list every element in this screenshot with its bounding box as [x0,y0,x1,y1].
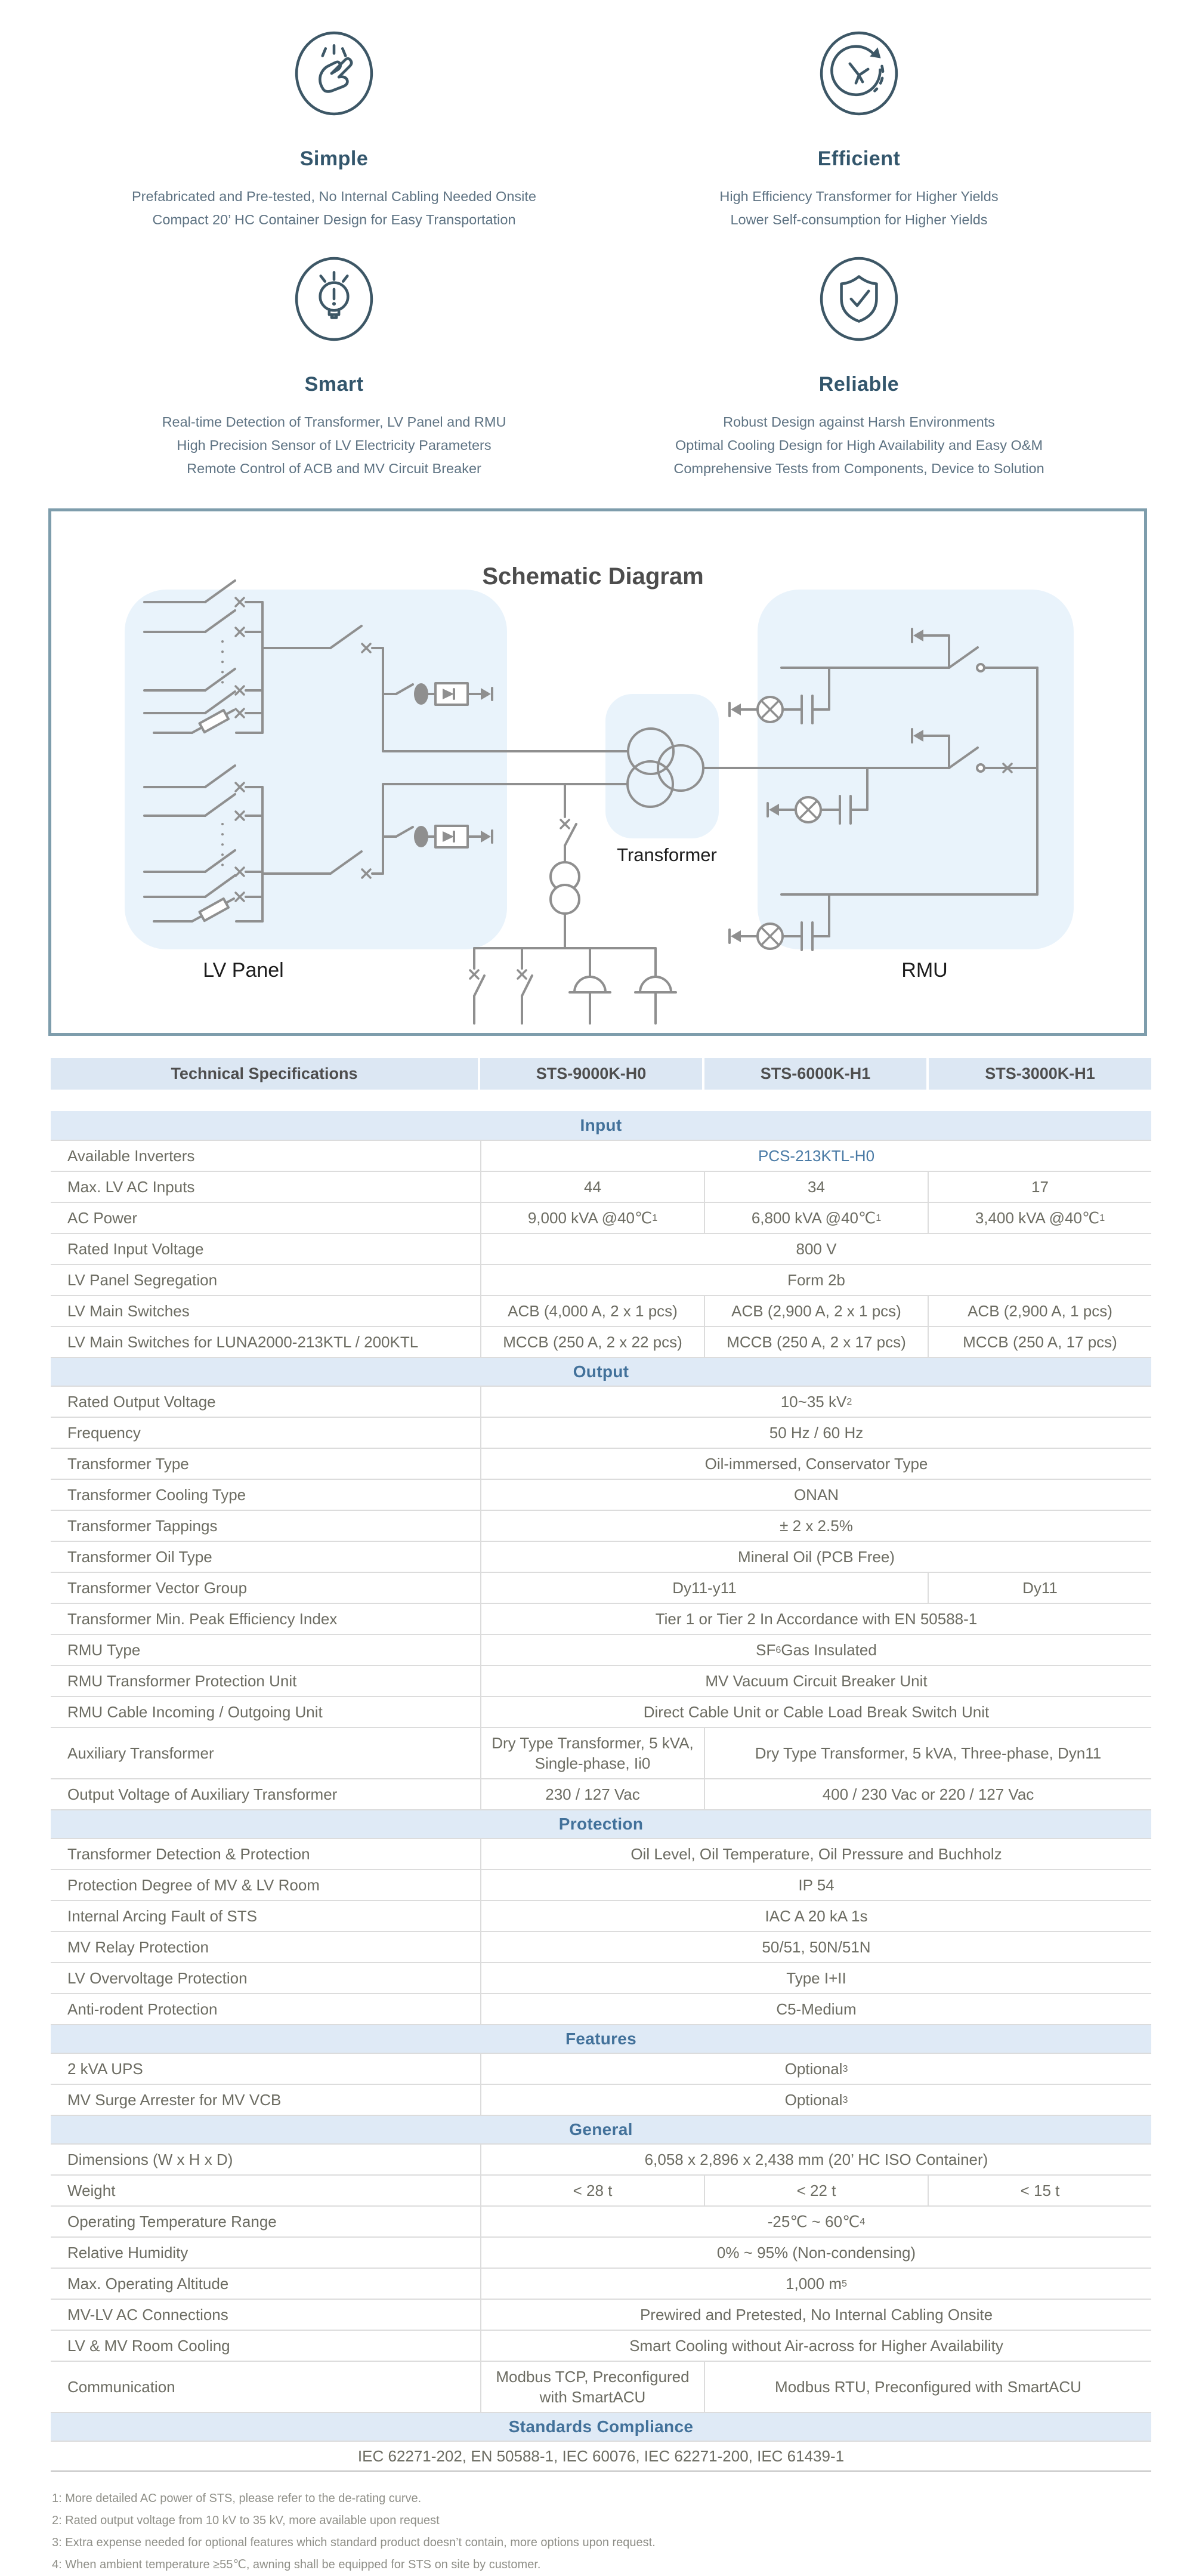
spec-row [51,1417,1151,1448]
spec-label: Transformer Min. Peak Efficiency Index [67,1610,338,1628]
spec-value: 800 V [480,1234,1151,1264]
spec-value: Dy11 [928,1573,1151,1603]
spec-label: RMU Type [67,1641,141,1659]
spec-label: Anti-rodent Protection [67,2000,218,2018]
spec-label: LV Overvoltage Protection [67,1969,248,1987]
feature-simple [72,31,596,232]
feature-reliable [596,257,1121,480]
feature-line: Real-time Detection of Transformer, LV Panel and RMU [162,414,506,430]
spec-table-header [51,1058,1151,1090]
column-header-label: Technical Specifications [51,1058,478,1090]
spec-row [51,1931,1151,1962]
spec-value: 3,400 kVA @40℃ 1 [928,1203,1151,1233]
spec-value: Tier 1 or Tier 2 In Accordance with EN 50588-1 [480,1604,1151,1634]
spec-row [51,1634,1151,1665]
feature-line: High Efficiency Transformer for Higher Yields [719,189,999,204]
column-header-model: STS-3000K-H1 [929,1058,1151,1090]
feature-line: Lower Self-consumption for Higher Yields [730,212,988,227]
schematic-title: Schematic Diagram [482,563,704,590]
spec-label: Rated Input Voltage [67,1240,204,1258]
spec-value: -25℃ ~ 60℃ 4 [480,2207,1151,2236]
spec-value: ACB (2,900 A, 2 x 1 pcs) [704,1296,928,1326]
spec-row [51,1140,1151,1171]
spec-value: Prewired and Pretested, No Internal Cabling Onsite [480,2300,1151,2330]
spec-label: Communication [67,2378,175,2396]
spec-value: Modbus RTU, Preconfigured with SmartACU [704,2362,1151,2412]
spec-value: 50/51, 50N/51N [480,1932,1151,1962]
spec-value: 34 [704,1172,928,1202]
spec-label: Dimensions (W x H x D) [67,2151,233,2168]
footnote-line: 4: When ambient temperature ≥55℃, awning shall be equipped for STS on site by customer. [52,2558,541,2571]
spec-label: RMU Cable Incoming / Outgoing Unit [67,1703,323,1721]
footnote-line: 2: Rated output voltage from 10 kV to 35 kV, more available upon request [52,2514,440,2527]
spec-label: LV Main Switches for LUNA2000-213KTL / 200KTL [67,1333,419,1351]
feature-efficient [596,31,1121,232]
spec-row [51,1479,1151,1510]
spec-row [51,1900,1151,1931]
spec-row [51,2174,1151,2205]
spec-row [51,2205,1151,2236]
spec-value: Optional 3 [480,2054,1151,2084]
spec-value: C5-Medium [480,1994,1151,2024]
spec-value: Type I+II [480,1963,1151,1993]
spec-value: Oil Level, Oil Temperature, Oil Pressure and Buchholz [480,1839,1151,1869]
spec-value: MCCB (250 A, 2 x 17 pcs) [704,1327,928,1357]
spec-value: 17 [928,1172,1151,1202]
feature-line: Remote Control of ACB and MV Circuit Breaker [187,461,481,476]
snap-fingers-icon [292,31,376,116]
feature-title: Reliable [818,373,900,396]
spec-label: Frequency [67,1424,141,1442]
spec-label: Transformer Oil Type [67,1548,212,1566]
spec-label: Max. Operating Altitude [67,2275,229,2293]
section-header: Protection [51,1809,1151,1838]
spec-value: 50 Hz / 60 Hz [480,1418,1151,1448]
spec-value: < 22 t [704,2176,928,2205]
spec-value: 0% ~ 95% (Non-condensing) [480,2238,1151,2268]
section-header: Input [51,1111,1151,1140]
spec-value: < 15 t [928,2176,1151,2205]
spec-row [51,2268,1151,2299]
spec-value: 230 / 127 Vac [480,1779,704,1809]
spec-label: Transformer Tappings [67,1517,218,1535]
single-line-diagram [51,511,1144,1033]
spec-value: 6,058 x 2,896 x 2,438 mm (20’ HC ISO Container) [480,2145,1151,2174]
schematic-diagram-panel [48,508,1147,1036]
feature-title: Efficient [817,147,901,170]
spec-label: Weight [67,2182,116,2199]
spec-label: Max. LV AC Inputs [67,1178,195,1196]
spec-value: 10~35 kV 2 [480,1387,1151,1417]
spec-row [51,1264,1151,1295]
column-header-model: STS-9000K-H0 [480,1058,702,1090]
spec-value: 1,000 m 5 [480,2269,1151,2299]
spec-row [51,1603,1151,1634]
spec-row [51,1869,1151,1900]
spec-value: Mineral Oil (PCB Free) [480,1542,1151,1572]
standards-row: IEC 62271-202, EN 50588-1, IEC 60076, IEC 62271-200, IEC 61439-1 [51,2441,1151,2470]
spec-label: 2 kVA UPS [67,2060,143,2078]
spec-value: Smart Cooling without Air-across for Higher Availability [480,2331,1151,2361]
feature-smart [72,257,596,480]
transformer-label: Transformer [617,844,717,865]
spec-row [51,1510,1151,1541]
rmu-label: RMU [901,959,948,982]
technical-specifications [51,1058,1151,2576]
lv-panel-label: LV Panel [203,959,284,982]
spec-label: Transformer Cooling Type [67,1486,246,1504]
spec-label: LV Main Switches [67,1302,190,1320]
section-header: General [51,2115,1151,2143]
spec-value: 44 [480,1172,704,1202]
spec-value: Oil-immersed, Conservator Type [480,1449,1151,1479]
feature-line: Prefabricated and Pre-tested, No Internal Cabling Needed Onsite [132,189,536,204]
spec-value: MCCB (250 A, 2 x 22 pcs) [480,1327,704,1357]
spec-value: IP 54 [480,1870,1151,1900]
spec-row [51,2053,1151,2084]
spec-label: Internal Arcing Fault of STS [67,1907,257,1925]
spec-row [51,1696,1151,1727]
feature-title: Smart [304,373,364,396]
feature-title: Simple [299,147,369,170]
spec-row [51,2330,1151,2361]
section-header: Output [51,1357,1151,1386]
feature-highlights [0,0,1193,480]
feature-line: Optimal Cooling Design for High Availability and Easy O&M [675,437,1043,453]
spec-label: Rated Output Voltage [67,1393,216,1411]
spec-row [51,2236,1151,2268]
surge-arrester-symbol [570,948,610,1023]
spec-value: ± 2 x 2.5% [480,1511,1151,1541]
spec-label: LV Panel Segregation [67,1271,218,1289]
spec-row [51,1665,1151,1696]
spec-row [51,1572,1151,1603]
spec-row [51,1295,1151,1326]
spec-label: Transformer Detection & Protection [67,1845,310,1863]
lightbulb-icon [292,257,376,341]
spec-row [51,2143,1151,2174]
spec-value: Dy11-y11 [480,1573,928,1603]
footnotes [51,2488,1151,2576]
spec-row [51,2299,1151,2330]
spec-label: LV & MV Room Cooling [67,2337,230,2355]
spec-row [51,1326,1151,1357]
spec-row [51,2361,1151,2412]
spec-label: Operating Temperature Range [67,2213,277,2231]
spec-value: 400 / 230 Vac or 220 / 127 Vac [704,1779,1151,1809]
spec-label: Available Inverters [67,1147,195,1165]
lv-panel-region [125,590,507,949]
spec-value: ACB (2,900 A, 1 pcs) [928,1296,1151,1326]
spec-row [51,1778,1151,1809]
spec-row [51,1727,1151,1778]
spec-row [51,1838,1151,1869]
spec-value: < 28 t [480,2176,704,2205]
feature-line: High Precision Sensor of LV Electricity Parameters [177,437,492,453]
spec-table-body [51,1111,1151,2472]
spec-label: MV Relay Protection [67,1938,209,1956]
spec-value: 6,800 kVA @40℃ 1 [704,1203,928,1233]
spec-label: Protection Degree of MV & LV Room [67,1876,320,1894]
spec-value: Modbus TCP, Preconfigured with SmartACU [480,2362,704,2412]
shield-check-icon [817,257,901,341]
spec-label: Relative Humidity [67,2244,188,2262]
feature-line: Compact 20’ HC Container Design for Easy Transportation [152,212,516,227]
spec-label: Auxiliary Transformer [67,1744,214,1762]
spec-label: MV-LV AC Connections [67,2306,228,2324]
footnote-line: 1: More detailed AC power of STS, please refer to the de-rating curve. [52,2492,422,2505]
spec-value: PCS-213KTL-H0 [480,1141,1151,1171]
spec-row [51,1386,1151,1417]
spec-label: Transformer Type [67,1455,189,1473]
feature-line: Comprehensive Tests from Components, Device to Solution [673,461,1044,476]
spec-row [51,1448,1151,1479]
spec-value: Optional 3 [480,2085,1151,2115]
spec-value: ACB (4,000 A, 2 x 1 pcs) [480,1296,704,1326]
spec-row [51,1171,1151,1202]
spec-label: AC Power [67,1209,138,1227]
spec-value: Form 2b [480,1265,1151,1295]
spec-label: Transformer Vector Group [67,1579,248,1597]
spec-value: Direct Cable Unit or Cable Load Break Switch Unit [480,1697,1151,1727]
spec-label: MV Surge Arrester for MV VCB [67,2091,282,2109]
spec-row [51,1233,1151,1264]
feature-line: Robust Design against Harsh Environments [723,414,995,430]
section-header: Standards Compliance [51,2412,1151,2441]
spec-value: Dry Type Transformer, 5 kVA, Single-phase, Ii0 [480,1728,704,1778]
spec-value: 9,000 kVA @40℃ 1 [480,1203,704,1233]
efficiency-clock-icon [817,31,901,116]
spec-row [51,1962,1151,1993]
spec-value: ONAN [480,1480,1151,1510]
spec-label: RMU Transformer Protection Unit [67,1672,297,1690]
spec-value: MV Vacuum Circuit Breaker Unit [480,1666,1151,1696]
section-header: Features [51,2024,1151,2053]
spec-row [51,1993,1151,2024]
spec-value: IAC A 20 kA 1s [480,1901,1151,1931]
spec-value: SF 6 Gas Insulated [480,1635,1151,1665]
spec-row [51,1541,1151,1572]
spec-row [51,2084,1151,2115]
column-header-model: STS-6000K-H1 [704,1058,926,1090]
spec-value: Dry Type Transformer, 5 kVA, Three-phase, Dyn11 [704,1728,1151,1778]
spec-row [51,1202,1151,1233]
spec-label: Output Voltage of Auxiliary Transformer [67,1785,338,1803]
spec-value: MCCB (250 A, 17 pcs) [928,1327,1151,1357]
footnote-line: 3: Extra expense needed for optional features which standard product doesn’t contain, more options upon request. [52,2536,656,2549]
